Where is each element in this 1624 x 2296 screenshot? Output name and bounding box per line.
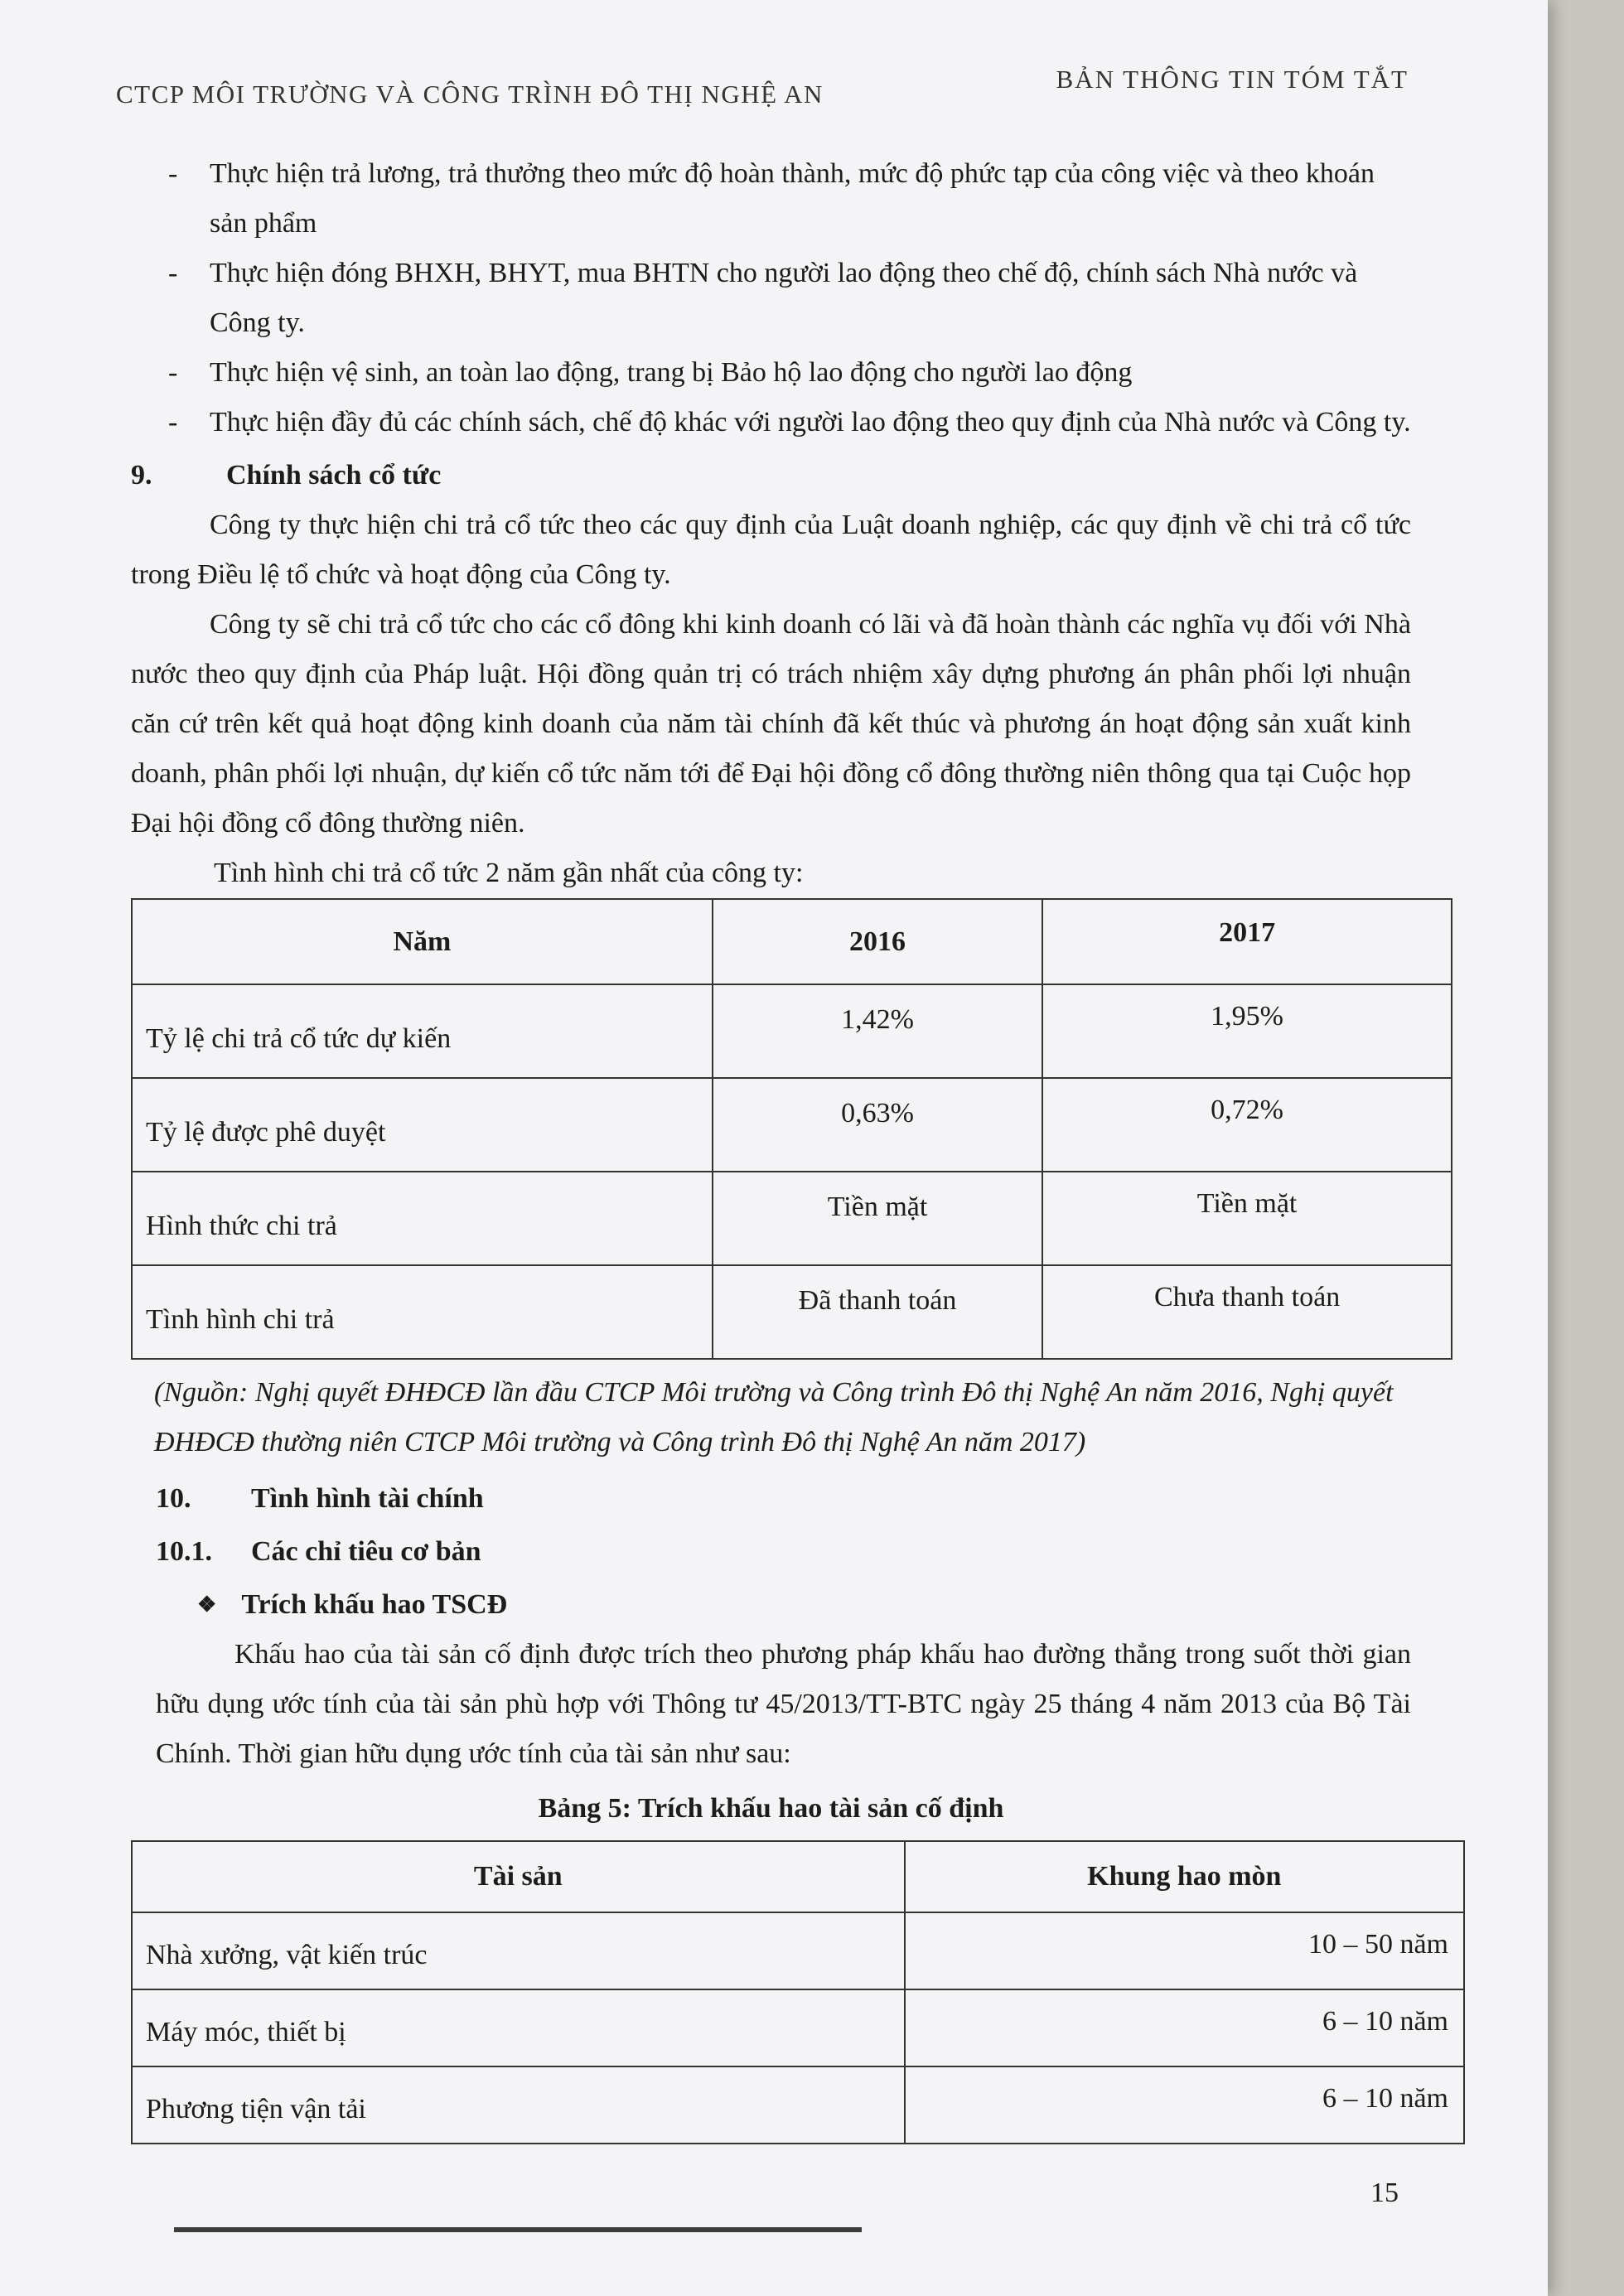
bullet-item — [131, 348, 1411, 398]
table-row — [132, 1172, 1452, 1265]
subsection-number: 10.1. — [156, 1536, 212, 1567]
table-cell: Tỷ lệ được phê duyệt — [132, 1078, 713, 1172]
bullet-text: Thực hiện trả lương, trả thưởng theo mức độ hoàn thành, mức độ phức tạp của công việc và theo khoán sản phẩm — [210, 158, 1375, 239]
dividend-table-caption: Tình hình chi trả cổ tức 2 năm gần nhất của công ty: — [214, 858, 804, 888]
table-row — [132, 1265, 1452, 1359]
dash-icon: - — [168, 407, 178, 437]
table-header-cell: Khung hao mòn — [905, 1841, 1464, 1912]
table-cell: Máy móc, thiết bị — [132, 1989, 905, 2066]
dividend-paragraph-1: Công ty thực hiện chi trả cổ tức theo các quy định của Luật doanh nghiệp, các quy định về chi trả cổ tức trong Điều lệ tổ chức và hoạt động của Công ty. — [131, 510, 1411, 590]
table-cell: 6 – 10 năm — [905, 2066, 1464, 2144]
table-cell: Phương tiện vận tải — [132, 2066, 905, 2144]
diamond-bullet-icon: ❖ — [197, 1593, 217, 1617]
table-cell: Tình hình chi trả — [132, 1265, 713, 1359]
depreciation-title: Trích khấu hao TSCĐ — [241, 1589, 508, 1620]
table-cell: Tiền mặt — [1042, 1172, 1452, 1265]
table-header-cell: Tài sản — [132, 1841, 905, 1912]
bullet-text: Thực hiện vệ sinh, an toàn lao động, trang bị Bảo hộ lao động cho người lao động — [210, 357, 1133, 388]
table-cell: Nhà xưởng, vật kiến trúc — [132, 1912, 905, 1989]
table-cell: 6 – 10 năm — [905, 1989, 1464, 2066]
header-company-name: CTCP MÔI TRƯỜNG VÀ CÔNG TRÌNH ĐÔ THỊ NGHỆ AN — [116, 80, 824, 109]
bullet-item — [131, 398, 1411, 447]
table-row — [132, 2066, 1464, 2144]
table-cell: Đã thanh toán — [713, 1265, 1042, 1359]
dividend-table — [131, 898, 1452, 1360]
table-header-row — [132, 899, 1452, 984]
bullet-text: Thực hiện đầy đủ các chính sách, chế độ khác với người lao động theo quy định của Nhà nước và Công ty. — [210, 407, 1411, 437]
table-header-cell: Năm — [132, 899, 713, 984]
dividend-paragraph-2: Công ty sẽ chi trả cổ tức cho các cổ đông khi kinh doanh có lãi và đã hoàn thành các nghĩa vụ đối với Nhà nước theo quy định của Pháp luật. Hội đồng quản trị có trách nhiệm xây dựng phương án phân phối lợi nhuận căn cứ trên kết quả hoạt động kinh doanh của năm tài chính đã kết thúc và phương án hoạt động sản xuất kinh doanh, phân phối lợi nhuận, dự kiến cổ tức năm tới để Đại hội đồng cổ đông thường niên thông qua tại Cuộc họp Đại hội đồng cổ đông thường niên. — [131, 609, 1411, 839]
table-cell: 1,42% — [713, 984, 1042, 1078]
table-header-cell: 2016 — [713, 899, 1042, 984]
footer-divider — [174, 2227, 862, 2232]
table-cell: Tiền mặt — [713, 1172, 1042, 1265]
table-cell: Tỷ lệ chi trả cổ tức dự kiến — [132, 984, 713, 1078]
table-header-cell: 2017 — [1042, 899, 1452, 984]
depreciation-table-title: Bảng 5: Trích khấu hao tài sản cố định — [538, 1793, 1004, 1824]
table-header-row — [132, 1841, 1464, 1912]
depreciation-paragraph: Khấu hao của tài sản cố định được trích theo phương pháp khấu hao đường thẳng trong suốt thời gian hữu dụng ước tính của tài sản phù hợp với Thông tư 45/2013/TT-BTC ngày 25 tháng 4 năm 2013 của Bộ Tài Chính. Thời gian hữu dụng ước tính của tài sản như sau: — [156, 1639, 1411, 1769]
dividend-source-note: (Nguồn: Nghị quyết ĐHĐCĐ lần đầu CTCP Môi trường và Công trình Đô thị Nghệ An năm 2016, Nghị quyết ĐHĐCĐ thường niên CTCP Môi trường và Công trình Đô thị Nghệ An năm 2017) — [154, 1377, 1394, 1457]
bullet-text: Thực hiện đóng BHXH, BHYT, mua BHTN cho người lao động theo chế độ, chính sách Nhà nước và Công ty. — [210, 258, 1358, 338]
page-content — [131, 149, 1448, 2144]
header-document-title: BẢN THÔNG TIN TÓM TẮT — [1056, 65, 1409, 94]
section-9-heading — [131, 451, 1411, 500]
table-cell: 0,72% — [1042, 1078, 1452, 1172]
table-cell: Chưa thanh toán — [1042, 1265, 1452, 1359]
section-title: Tình hình tài chính — [251, 1483, 484, 1514]
table-cell: 10 – 50 năm — [905, 1912, 1464, 1989]
table-row — [132, 984, 1452, 1078]
table-cell: 1,95% — [1042, 984, 1452, 1078]
depreciation-heading — [131, 1580, 1411, 1630]
section-10-heading — [131, 1474, 1411, 1524]
table-row — [132, 1912, 1464, 1989]
bullet-item — [131, 249, 1411, 348]
subsection-title: Các chỉ tiêu cơ bản — [251, 1536, 481, 1567]
section-number: 10. — [156, 1483, 191, 1514]
dash-icon: - — [168, 158, 178, 189]
section-title: Chính sách cổ tức — [226, 460, 442, 491]
dash-icon: - — [168, 357, 178, 388]
bullet-item — [131, 149, 1411, 249]
subsection-10-1-heading — [131, 1527, 1411, 1577]
table-row — [132, 1989, 1464, 2066]
table-cell: Hình thức chi trả — [132, 1172, 713, 1265]
table-cell: 0,63% — [713, 1078, 1042, 1172]
page-number: 15 — [1370, 2178, 1399, 2208]
table-row — [132, 1078, 1452, 1172]
dash-icon: - — [168, 258, 178, 288]
section-number: 9. — [131, 460, 152, 491]
depreciation-table — [131, 1840, 1465, 2144]
